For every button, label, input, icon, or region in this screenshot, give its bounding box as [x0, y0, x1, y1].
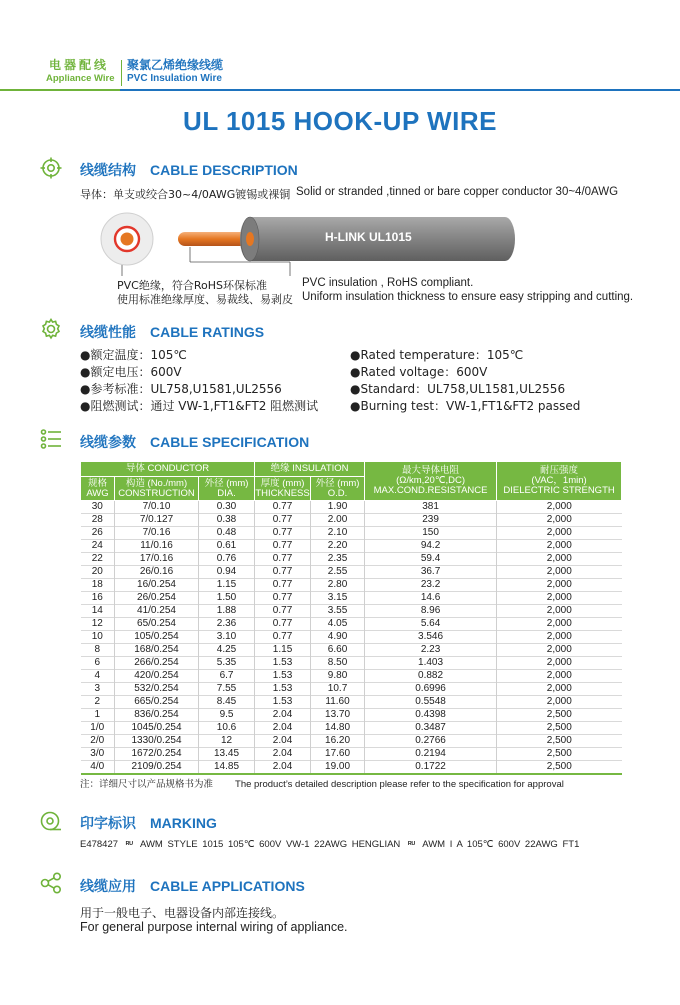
cell-dielectric: 2,000 — [497, 527, 622, 540]
page-header — [0, 0, 680, 95]
thickness-header — [255, 477, 311, 501]
cell-construction: 266/0.254 — [115, 657, 199, 670]
table-row — [81, 553, 622, 566]
cell-dielectric: 2,000 — [497, 592, 622, 605]
cell-dia: 1.50 — [199, 592, 255, 605]
cell-dielectric: 2,000 — [497, 566, 622, 579]
cell-awg: 20 — [91, 566, 103, 577]
applications-heading-cn: 线缆应用 — [80, 879, 136, 895]
cell-awg: 1 — [94, 709, 101, 720]
cell-dielectric: 2,000 — [497, 501, 622, 514]
resistance-header — [365, 462, 497, 501]
cell-dielectric: 2,000 — [497, 553, 622, 566]
cell-awg: 6 — [94, 657, 101, 668]
table-row — [81, 722, 622, 735]
cell-od: 1.90 — [311, 501, 365, 514]
cell-construction: 26/0.16 — [115, 566, 199, 579]
cell-dielectric: 2,000 — [497, 618, 622, 631]
cell-thickness: 0.77 — [255, 566, 311, 579]
cell-dia: 12 — [199, 735, 255, 748]
cell-resistance: 36.7 — [365, 566, 497, 579]
cell-dia: 8.45 — [199, 696, 255, 709]
specification-heading-cn: 线缆参数 — [80, 435, 136, 451]
cell-od: 14.80 — [311, 722, 365, 735]
thickness-header-cn: 厚度 (mm) — [260, 477, 305, 489]
dia-header-cn: 外径 (mm) — [204, 477, 249, 489]
cell-construction: 7/0.10 — [115, 501, 199, 514]
description-heading-en: CABLE DESCRIPTION — [150, 162, 298, 178]
table-row — [81, 501, 622, 514]
cell-resistance: 0.4398 — [365, 709, 497, 722]
table-row — [81, 644, 622, 657]
cell-resistance: 0.3487 — [365, 722, 497, 735]
cell-od: 11.60 — [311, 696, 365, 709]
list-icon — [40, 428, 62, 450]
cell-od: 8.50 — [311, 657, 365, 670]
page-title: UL 1015 HOOK-UP WIRE — [183, 106, 497, 136]
cell-awg: 14 — [91, 605, 103, 616]
cell-construction: 420/0.254 — [115, 670, 199, 683]
cell-thickness: 2.04 — [255, 709, 311, 722]
header-rule-green — [0, 89, 120, 91]
cell-od: 2.35 — [311, 553, 365, 566]
cell-thickness: 1.53 — [255, 657, 311, 670]
cell-dielectric: 2,500 — [497, 709, 622, 722]
group-insulation-header: 绝缘 INSULATION — [255, 462, 365, 477]
cell-awg: 16 — [91, 592, 103, 603]
table-note-cn: 注：详细尺寸以产品规格书为准 — [80, 779, 214, 790]
cell-awg: 26 — [91, 527, 103, 538]
insulation-en-2: Uniform insulation thickness to ensure easy stripping and cutting. — [302, 291, 634, 303]
cell-dielectric: 2,000 — [497, 683, 622, 696]
cell-dia: 5.35 — [199, 657, 255, 670]
cell-dia: 7.55 — [199, 683, 255, 696]
cell-dia: 14.85 — [199, 761, 255, 775]
target-icon — [40, 157, 62, 179]
cell-thickness: 1.53 — [255, 683, 311, 696]
cell-thickness: 0.77 — [255, 579, 311, 592]
conductor-cn: 导体：单支或绞合30~4/0AWG镀锡或裸铜 — [80, 188, 291, 201]
cell-dielectric: 2,000 — [497, 696, 622, 709]
construction-header-en: CONSTRUCTION — [118, 487, 195, 499]
table-row — [81, 657, 622, 670]
cell-thickness: 0.77 — [255, 527, 311, 540]
table-row — [81, 631, 622, 644]
cell-od: 2.10 — [311, 527, 365, 540]
cell-awg: 30 — [91, 501, 103, 512]
cell-resistance: 381 — [365, 501, 497, 514]
cell-dielectric: 2,500 — [497, 722, 622, 735]
cell-od: 2.80 — [311, 579, 365, 592]
cell-construction: 16/0.254 — [115, 579, 199, 592]
cell-od: 3.55 — [311, 605, 365, 618]
cell-dia: 6.7 — [199, 670, 255, 683]
dia-header-en: DIA. — [217, 487, 236, 499]
gear-icon — [40, 318, 62, 340]
table-row — [81, 735, 622, 748]
cell-od: 17.60 — [311, 748, 365, 761]
cell-dielectric: 2,000 — [497, 644, 622, 657]
rating-cn-burning: ●阻燃测试：通过 VW-1,FT1&FT2 阻燃测试 — [80, 399, 319, 413]
cell-awg: 4 — [94, 670, 101, 681]
cell-dia: 13.45 — [199, 748, 255, 761]
cell-dia: 1.88 — [199, 605, 255, 618]
cell-dia: 0.30 — [199, 501, 255, 514]
dielectric-header-en: DIELECTRIC STRENGTH — [503, 485, 615, 496]
cell-resistance: 3.546 — [365, 631, 497, 644]
cable-print-text: H-LINK UL1015 — [325, 230, 412, 244]
cell-awg: 28 — [91, 514, 103, 525]
cell-thickness: 0.77 — [255, 553, 311, 566]
awg-header — [81, 477, 115, 501]
cell-construction: 26/0.254 — [115, 592, 199, 605]
marking-heading-cn: 印字标识 — [80, 816, 136, 832]
cell-resistance: 5.64 — [365, 618, 497, 631]
cell-construction: 7/0.127 — [115, 514, 199, 527]
awg-header-cn: 规格 — [87, 477, 107, 489]
marking-awm-style: AWM STYLE 1015 105℃ 600V VW-1 22AWG HENGLIAN — [139, 839, 401, 850]
cell-construction: 665/0.254 — [115, 696, 199, 709]
cell-od: 4.90 — [311, 631, 365, 644]
rating-en-standard: ●Standard：UL758,UL1581,UL2556 — [350, 382, 566, 396]
cell-construction: 1330/0.254 — [115, 735, 199, 748]
cell-awg: 2/0 — [90, 735, 105, 746]
cell-dielectric: 2,500 — [497, 748, 622, 761]
category-cn: 聚氯乙烯绝缘线缆 — [127, 58, 224, 72]
cell-resistance: 59.4 — [365, 553, 497, 566]
table-row — [81, 605, 622, 618]
insulation-en-1: PVC insulation , RoHS compliant. — [302, 277, 474, 289]
ul-recognized-icon: ᴿᵁ — [125, 840, 133, 849]
resistance-header-en: MAX.COND.RESISTANCE — [373, 485, 488, 496]
cell-construction: 168/0.254 — [115, 644, 199, 657]
cell-awg: 24 — [91, 540, 103, 551]
cell-awg: 2 — [94, 696, 101, 707]
cell-dia: 2.36 — [199, 618, 255, 631]
table-row — [81, 696, 622, 709]
cell-resistance: 150 — [365, 527, 497, 540]
cell-dielectric: 2,000 — [497, 657, 622, 670]
cell-resistance: 23.2 — [365, 579, 497, 592]
cell-resistance: 0.2766 — [365, 735, 497, 748]
cell-awg: 10 — [91, 631, 103, 642]
construction-header — [115, 477, 199, 501]
table-row — [81, 670, 622, 683]
cell-dia: 4.25 — [199, 644, 255, 657]
cul-recognized-icon: ᴿᵁ — [407, 840, 416, 849]
cell-resistance: 0.1722 — [365, 761, 497, 775]
rating-en-burning: ●Burning test：VW-1,FT1&FT2 passed — [350, 399, 581, 413]
marking-heading — [80, 813, 217, 833]
cell-dielectric: 2,000 — [497, 631, 622, 644]
cell-thickness: 0.77 — [255, 631, 311, 644]
applications-heading-en: CABLE APPLICATIONS — [150, 878, 305, 894]
cell-od: 19.00 — [311, 761, 365, 775]
cell-awg: 12 — [91, 618, 103, 629]
applications-heading — [80, 876, 305, 896]
cell-od: 2.00 — [311, 514, 365, 527]
rating-en-temperature: ●Rated temperature：105℃ — [350, 348, 524, 362]
table-note — [80, 776, 564, 790]
description-heading-cn: 线缆结构 — [80, 163, 136, 179]
cell-thickness: 0.77 — [255, 618, 311, 631]
cable-cross-section — [101, 213, 153, 265]
table-row — [81, 566, 622, 579]
cell-awg: 18 — [91, 579, 103, 590]
cell-thickness: 2.04 — [255, 722, 311, 735]
applications-cn: 用于一般电子、电器设备内部连接线。 — [80, 906, 285, 920]
cell-dielectric: 2,000 — [497, 670, 622, 683]
cell-resistance: 0.5548 — [365, 696, 497, 709]
table-row — [81, 592, 622, 605]
description-heading — [80, 160, 298, 180]
awg-header-en: AWG — [86, 487, 109, 499]
cell-construction: 1672/0.254 — [115, 748, 199, 761]
specification-table — [80, 461, 622, 775]
od-header-en: O.D. — [327, 487, 348, 499]
cell-dia: 0.61 — [199, 540, 255, 553]
table-row — [81, 527, 622, 540]
cell-dia: 0.38 — [199, 514, 255, 527]
specification-heading-en: CABLE SPECIFICATION — [150, 434, 310, 450]
cell-thickness: 1.15 — [255, 644, 311, 657]
cell-od: 16.20 — [311, 735, 365, 748]
conductor-en: Solid or stranded ,tinned or bare copper conductor 30~4/0AWG — [296, 186, 619, 198]
cell-construction: 836/0.254 — [115, 709, 199, 722]
cell-dia: 10.6 — [199, 722, 255, 735]
cell-dia: 9.5 — [199, 709, 255, 722]
cell-construction: 11/0.16 — [115, 540, 199, 553]
insulation-cn-2: 使用标准绝缘厚度、易裁线、易剥皮 — [117, 293, 293, 306]
specification-heading — [80, 432, 309, 452]
dia-header — [199, 477, 255, 501]
table-row — [81, 514, 622, 527]
marking-file-number: E478427 — [80, 839, 119, 850]
rating-cn-voltage: ●额定电压：600V — [80, 365, 182, 379]
header-divider — [121, 60, 122, 86]
cell-awg: 22 — [91, 553, 103, 564]
cell-resistance: 1.403 — [365, 657, 497, 670]
resistance-header-cn: 最大导体电阻 — [402, 465, 460, 476]
cell-dia: 0.76 — [199, 553, 255, 566]
cell-awg: 1/0 — [90, 722, 105, 733]
table-row — [81, 748, 622, 761]
cell-construction: 1045/0.254 — [115, 722, 199, 735]
cell-dielectric: 2,000 — [497, 540, 622, 553]
od-header — [311, 477, 365, 501]
cell-od: 3.15 — [311, 592, 365, 605]
table-row — [81, 618, 622, 631]
marking-awm-class: AWM I A 105℃ 600V 22AWG FT1 — [422, 839, 580, 850]
cell-construction: 7/0.16 — [115, 527, 199, 540]
table-note-en: The product’s detailed description please refer to the specification for approval — [235, 779, 564, 790]
cell-resistance: 0.2194 — [365, 748, 497, 761]
ratings-heading — [80, 322, 264, 342]
cell-resistance: 0.882 — [365, 670, 497, 683]
cell-dielectric: 2,000 — [497, 579, 622, 592]
share-icon — [40, 872, 62, 894]
cell-resistance: 14.6 — [365, 592, 497, 605]
cell-awg: 8 — [94, 644, 101, 655]
cell-construction: 65/0.254 — [115, 618, 199, 631]
cell-awg: 4/0 — [90, 761, 105, 772]
cell-od: 6.60 — [311, 644, 365, 657]
dielectric-header — [497, 462, 622, 501]
cell-dia: 0.48 — [199, 527, 255, 540]
cell-thickness: 1.53 — [255, 670, 311, 683]
cell-od: 13.70 — [311, 709, 365, 722]
cell-thickness: 2.04 — [255, 735, 311, 748]
cell-construction: 2109/0.254 — [115, 761, 199, 775]
cell-dia: 1.15 — [199, 579, 255, 592]
table-row — [81, 709, 622, 722]
cell-construction: 105/0.254 — [115, 631, 199, 644]
marking-heading-en: MARKING — [150, 815, 217, 831]
category-en: PVC Insulation Wire — [127, 73, 222, 84]
ratings-heading-en: CABLE RATINGS — [150, 324, 265, 340]
group-conductor-header: 导体 CONDUCTOR — [81, 462, 255, 477]
ratings-heading-cn: 线缆性能 — [80, 325, 136, 341]
series-en: Appliance Wire — [46, 73, 115, 84]
cell-resistance: 2.23 — [365, 644, 497, 657]
cell-construction: 41/0.254 — [115, 605, 199, 618]
cell-resistance: 94.2 — [365, 540, 497, 553]
cell-awg: 3 — [94, 683, 101, 694]
cell-dielectric: 2,500 — [497, 761, 622, 775]
cell-resistance: 239 — [365, 514, 497, 527]
dielectric-header-unit: (VAC，1min) — [531, 475, 587, 486]
dielectric-header-cn: 耐压强度 — [540, 465, 579, 476]
cell-od: 2.20 — [311, 540, 365, 553]
cell-resistance: 0.6996 — [365, 683, 497, 696]
cell-thickness: 2.04 — [255, 761, 311, 775]
tape-icon — [40, 810, 62, 832]
table-row — [81, 761, 622, 775]
cell-construction: 532/0.254 — [115, 683, 199, 696]
cell-construction: 17/0.16 — [115, 553, 199, 566]
cell-od: 10.7 — [311, 683, 365, 696]
cell-dia: 0.94 — [199, 566, 255, 579]
table-row — [81, 683, 622, 696]
cell-od: 9.80 — [311, 670, 365, 683]
cable-illustration — [100, 212, 520, 266]
marking-text — [80, 839, 579, 850]
cell-od: 2.55 — [311, 566, 365, 579]
cell-dia: 3.10 — [199, 631, 255, 644]
cell-thickness: 0.77 — [255, 592, 311, 605]
resistance-header-unit: (Ω/km,20℃,DC) — [396, 475, 466, 486]
insulation-cn-1: PVC绝缘，符合RoHS环保标准 — [117, 279, 267, 292]
series-cn: 电器配线 — [49, 58, 110, 72]
cell-od: 4.05 — [311, 618, 365, 631]
applications-en: For general purpose internal wiring of appliance. — [80, 920, 348, 934]
table-row — [81, 579, 622, 592]
cell-resistance: 8.96 — [365, 605, 497, 618]
construction-header-cn: 构造 (No./mm) — [125, 477, 188, 489]
cell-dielectric: 2,500 — [497, 735, 622, 748]
table-row — [81, 540, 622, 553]
cell-awg: 3/0 — [90, 748, 105, 759]
cell-dielectric: 2,000 — [497, 514, 622, 527]
rating-cn-temperature: ●额定温度：105℃ — [80, 348, 187, 362]
od-header-cn: 外径 (mm) — [315, 477, 360, 489]
rating-cn-standard: ●参考标准：UL758,U1581,UL2556 — [80, 382, 282, 396]
cell-thickness: 0.77 — [255, 501, 311, 514]
rating-en-voltage: ●Rated voltage：600V — [350, 365, 488, 379]
header-rule-blue — [120, 89, 680, 91]
thickness-header-en: THICKNESS — [255, 487, 310, 499]
specification-table-body — [81, 501, 622, 775]
cell-thickness: 0.77 — [255, 605, 311, 618]
cell-thickness: 2.04 — [255, 748, 311, 761]
cell-thickness: 0.77 — [255, 540, 311, 553]
cell-thickness: 0.77 — [255, 514, 311, 527]
cell-thickness: 1.53 — [255, 696, 311, 709]
cell-dielectric: 2,000 — [497, 605, 622, 618]
